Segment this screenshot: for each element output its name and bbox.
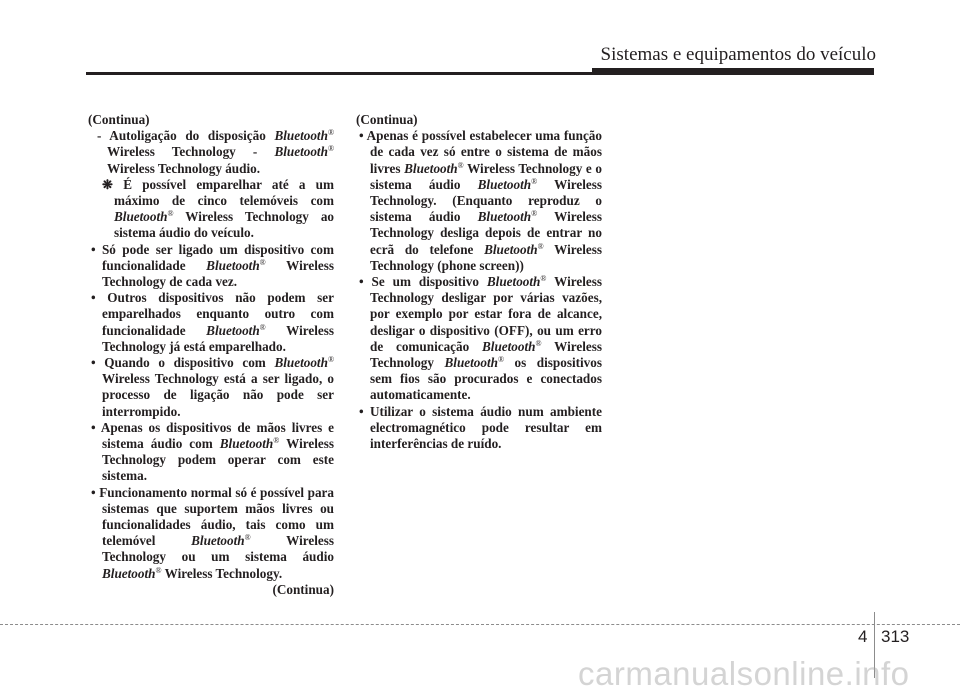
list-item: • Apenas é possível estabelecer uma função de cada vez só entre o sistema de mãos livres Bluetooth® Wireless Technology e o sistema áudio Bluetooth® Wireless Technology. (Enquanto reproduz o sistema áudio Bluetooth® Wireless Technology desliga depois de entrar no ecrã do telefone Bluetooth® Wireless Technology (phone screen)) <box>359 128 603 273</box>
pairing-note: ❋ É possível emparelhar até a um máximo de cinco telemóveis com Bluetooth® Wireless Technology ao sistema áudio do veículo. <box>102 176 335 241</box>
header-rule-accent <box>592 68 874 75</box>
continued-label-bottom: (Continua) <box>272 581 334 597</box>
left-column <box>88 112 334 598</box>
list-item: • Só pode ser ligado um dispositivo com funcionalidade Bluetooth® Wireless Technology de cada vez. <box>91 241 335 290</box>
list-item: • Funcionamento normal só é possível para sistemas que suportem mãos livres ou funcionalidades áudio, tais como um telemóvel Bluetooth® Wireless Technology ou um sistema áudio Bluetooth® Wireless Technology. <box>91 484 335 581</box>
chapter-number: 4 <box>858 627 868 646</box>
autolink-item: - Autoligação do disposição Bluetooth® Wireless Technology - Bluetooth® Wireless Technology áudio. <box>97 128 335 176</box>
page-number: 313 <box>881 627 910 646</box>
watermark: carmanualsonline.info <box>578 655 910 692</box>
list-item: • Apenas os dispositivos de mãos livres e sistema áudio com Bluetooth® Wireless Technology podem operar com este sistema. <box>91 419 335 484</box>
list-item: • Se um dispositivo Bluetooth® Wireless Technology desligar por várias vazões, por exemplo por estar fora de alcance, desligar o dispositivo (OFF), ou um erro de comunicação Bluetooth® Wireless Technology Bluetooth® os dispositivos sem fios são procurados e conectados automaticamente. <box>359 274 603 403</box>
right-column <box>356 112 602 452</box>
continued-label-top: (Continua) <box>356 112 418 127</box>
note-icon: ❋ <box>102 176 114 192</box>
section-title: Sistemas e equipamentos do veículo <box>600 44 876 65</box>
continued-label-top: (Continua) <box>88 112 150 127</box>
list-item: • Outros dispositivos não podem ser emparelhados enquanto outro com funcionalidade Bluetooth® Wireless Technology já está emparelhado. <box>91 290 335 354</box>
footer-divider <box>0 624 960 625</box>
list-item: • Utilizar o sistema áudio num ambiente electromagnético pode resultar em interferências de ruído. <box>359 403 602 452</box>
list-item: • Quando o dispositivo com Bluetooth® Wireless Technology está a ser ligado, o processo de ligação não pode ser interrompido. <box>91 355 335 419</box>
